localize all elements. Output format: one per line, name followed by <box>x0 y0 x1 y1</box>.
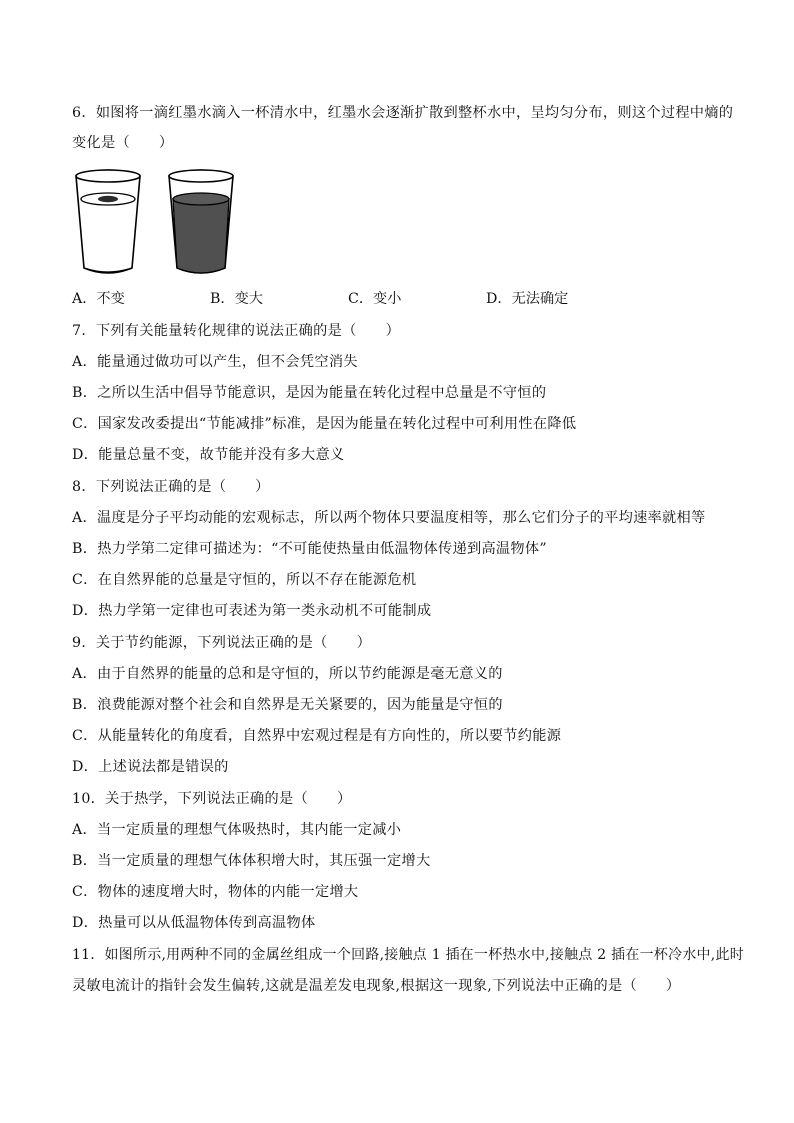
q6-options <box>72 290 732 308</box>
q7-option-b: B．之所以生活中倡导节能意识，是因为能量在转化过程中总量是不守恒的 <box>72 385 547 401</box>
beaker-clear-water <box>76 170 140 273</box>
q10-option-c: C．物体的速度增大时，物体的内能一定增大 <box>72 884 359 900</box>
q6-option-a: A．不变 <box>72 291 125 307</box>
q11-stem-line2: 灵敏电流计的指针会发生偏转,这就是温差发电现象,根据这一现象,下列说法中正确的是（ ） <box>72 978 681 994</box>
q9-option-d: D．上述说法都是错误的 <box>72 759 229 775</box>
q7-stem: 7．下列有关能量转化规律的说法正确的是（ ） <box>72 323 401 339</box>
beakers-illustration <box>72 166 242 278</box>
q7-option-c: C．国家发改委提出“节能减排”标准，是因为能量在转化过程中可利用性在降低 <box>72 416 577 432</box>
q6-stem-line2: 变化是（ ） <box>72 135 174 151</box>
q6-option-c: C．变小 <box>348 291 402 307</box>
q8-option-c: C．在自然界能的总量是守恒的，所以不存在能源危机 <box>72 572 417 588</box>
q9-stem: 9．关于节约能源，下列说法正确的是（ ） <box>72 635 372 651</box>
q8-option-d: D．热力学第一定律也可表述为第一类永动机不可能制成 <box>72 603 432 619</box>
q10-option-a: A．当一定质量的理想气体吸热时，其内能一定减小 <box>72 822 402 838</box>
q6-stem-line1: 6．如图将一滴红墨水滴入一杯清水中，红墨水会逐渐扩散到整杯水中，呈均匀分布，则这个过程中熵的 <box>72 105 734 121</box>
q8-stem: 8．下列说法正确的是（ ） <box>72 479 270 495</box>
q9-option-b: B．浪费能源对整个社会和自然界是无关紧要的，因为能量是守恒的 <box>72 697 503 713</box>
q7-option-d: D．能量总量不变，故节能并没有多大意义 <box>72 447 345 463</box>
q11-stem-line1: 11．如图所示,用两种不同的金属丝组成一个回路,接触点 1 插在一杯热水中,接触点 2 插在一杯冷水中,此时 <box>72 947 744 963</box>
q10-stem: 10．关于热学，下列说法正确的是（ ） <box>72 791 352 807</box>
q6-option-b: B．变大 <box>210 291 263 307</box>
q6-option-d: D．无法确定 <box>486 291 569 307</box>
beakers-figure <box>72 166 242 278</box>
q7-option-a: A．能量通过做功可以产生，但不会凭空消失 <box>72 354 358 370</box>
q10-option-b: B．当一定质量的理想气体体积增大时，其压强一定增大 <box>72 853 431 869</box>
q10-option-d: D．热量可以从低温物体传到高温物体 <box>72 915 316 931</box>
q9-option-c: C．从能量转化的角度看，自然界中宏观过程是有方向性的，所以要节约能源 <box>72 728 562 744</box>
q9-option-a: A．由于自然界的能量的总和是守恒的，所以节约能源是毫无意义的 <box>72 666 503 682</box>
q8-option-b: B．热力学第二定律可描述为：“不可能使热量由低温物体传递到高温物体” <box>72 541 547 557</box>
q8-option-a: A．温度是分子平均动能的宏观标志，所以两个物体只要温度相等，那么它们分子的平均速率就相等 <box>72 510 706 526</box>
beaker-dyed-water <box>169 170 233 273</box>
